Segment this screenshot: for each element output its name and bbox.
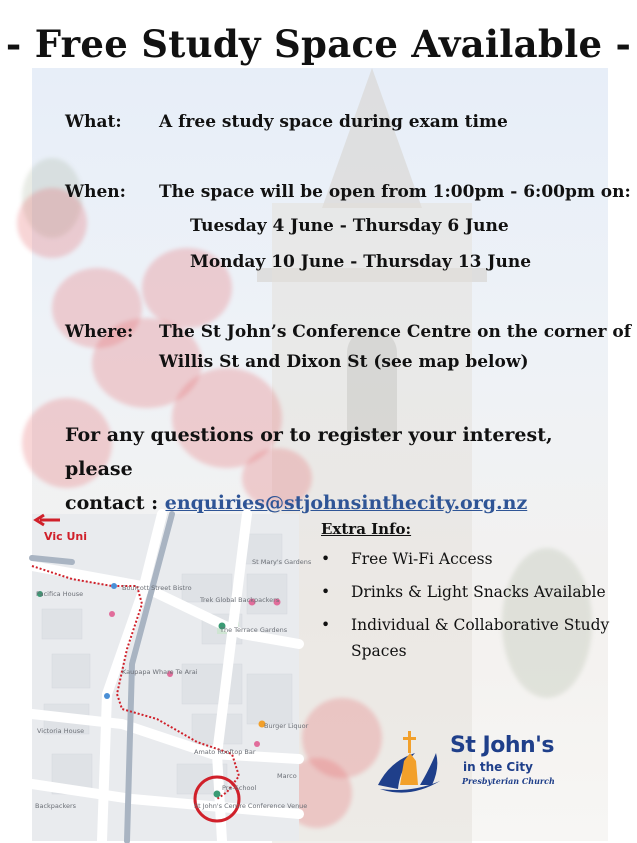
- church-logo: [370, 723, 570, 803]
- what-label: What:: [65, 112, 122, 132]
- map-place: The Terrace Gardens: [220, 626, 288, 634]
- list-item-text: Individual & Collaborative Study Spaces: [351, 616, 610, 660]
- map-place: St Mary's Gardens: [252, 558, 312, 566]
- logo-subtitle: in the City: [463, 760, 533, 774]
- what-text: A free study space during exam time: [159, 112, 508, 132]
- logo-tagline: Presbyterian Church: [462, 776, 555, 786]
- map[interactable]: [32, 514, 312, 841]
- map-place: Pre-School: [222, 784, 257, 792]
- vic-uni-label: Vic Uni: [44, 530, 87, 543]
- extra-info-list: [321, 546, 611, 671]
- list-item: [321, 579, 611, 605]
- logo-name: St John's: [450, 733, 554, 758]
- map-place: Trek Global Backpackers: [200, 596, 280, 604]
- list-item: [321, 612, 611, 664]
- list-item-text: Free Wi-Fi Access: [351, 550, 493, 568]
- bullet: •: [321, 616, 331, 634]
- when-date-1: Tuesday 4 June - Thursday 6 June: [190, 216, 509, 236]
- map-place: Burger Liquor: [264, 722, 309, 730]
- bullet: •: [321, 550, 331, 568]
- list-item-text: Drinks & Light Snacks Available: [351, 583, 606, 601]
- map-place: Victoria House: [37, 727, 85, 735]
- contact-prefix: contact :: [65, 492, 165, 514]
- map-place: Pacifica House: [36, 590, 84, 598]
- where-line-1: The St John’s Conference Centre on the corner of: [159, 322, 632, 342]
- map-place: Boulcott Street Bistro: [122, 584, 192, 592]
- bullet: •: [321, 583, 331, 601]
- arrow-left-icon: [32, 514, 62, 526]
- when-label: When:: [65, 182, 126, 202]
- map-place: Amato Rooftop Bar: [194, 748, 256, 756]
- map-place: Kaupapa Whare Te Arai: [122, 668, 198, 676]
- contact-block: [65, 418, 605, 520]
- where-label: Where:: [65, 322, 134, 342]
- contact-line-1: For any questions or to register your interest, please: [65, 424, 553, 480]
- map-place: St John's Centre Conference Venue: [194, 802, 308, 810]
- extra-info-title: Extra Info:: [321, 520, 412, 538]
- when-date-2: Monday 10 June - Thursday 13 June: [190, 252, 532, 272]
- church-emblem-icon: [370, 723, 450, 803]
- map-place: Backpackers: [35, 802, 77, 810]
- poster-background: [32, 68, 632, 841]
- where-line-2: Willis St and Dixon St (see map below): [159, 352, 529, 372]
- list-item: [321, 546, 611, 572]
- when-text: The space will be open from 1:00pm - 6:00pm on:: [159, 182, 631, 202]
- map-place: Marco: [277, 772, 297, 780]
- email-link[interactable]: enquiries@stjohnsinthecity.org.nz: [164, 492, 528, 514]
- page-title: - Free Study Space Available -: [5, 22, 632, 66]
